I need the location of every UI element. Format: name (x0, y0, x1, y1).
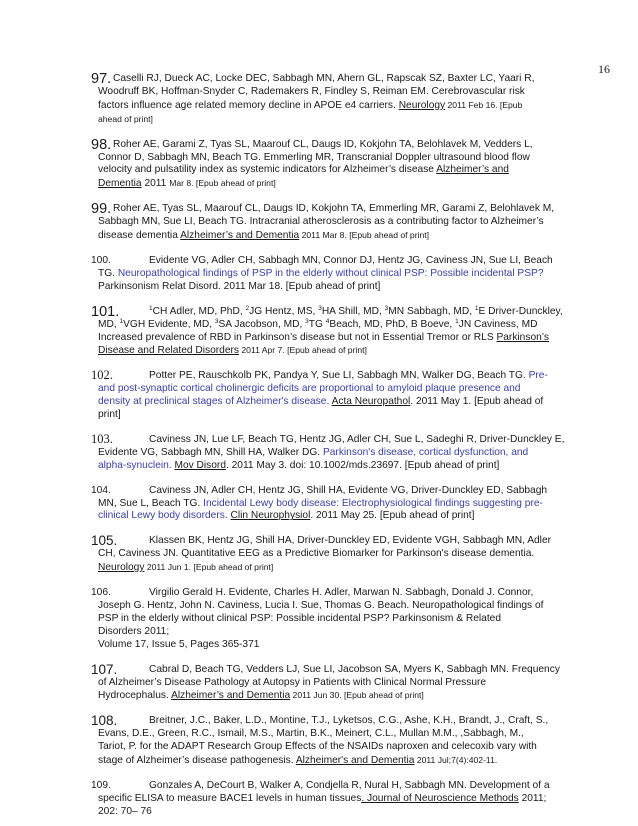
linked-title: Neuropathological findings of PSP in the elderly without clinical PSP: Possible incidental PSP? (117, 267, 544, 279)
reference-entry (91, 587, 611, 652)
reference-line (91, 754, 611, 768)
journal-title: . Journal of Neuroscience Methods (361, 792, 519, 804)
reference-number: 97. (91, 71, 112, 87)
affiliation-mark: 3 (305, 317, 309, 325)
reference-gap (91, 703, 611, 715)
reference-line (91, 535, 611, 548)
reference-line (91, 431, 611, 447)
reference-line (91, 152, 611, 165)
reference-line (91, 677, 611, 690)
reference-number: 105. (91, 533, 118, 549)
reference-entry (91, 136, 611, 192)
reference-line (91, 587, 611, 600)
reference-text: PSP in the elderly without clinical PSP: Possible incidental PSP? Parkinsonism & Related (98, 612, 501, 624)
journal-title: Neurology (398, 99, 446, 111)
reference-number: 106. (91, 587, 111, 599)
reference-text: Connor D, Sabbagh MN, Beach TG. Emmerling MR, Transcranial Doppler ultrasound blood flow (98, 151, 530, 163)
reference-number: 98. (91, 136, 112, 153)
page-number: 16 (598, 62, 610, 76)
reference-entry (91, 485, 611, 524)
reference-text: Sabbagh MN, Sue LI, Beach TG. Intracranial atherosclerosis as a contributing factor to Alzheimer’s (98, 216, 544, 228)
journal-title: Dementia (98, 178, 142, 190)
reference-line (91, 661, 611, 677)
reference-line (91, 806, 611, 819)
reference-text: Volume 17, Issue 5, Pages 365-371 (98, 638, 260, 650)
reference-text: of Alzheimer’s Disease Pathology at Autopsy in Patients with Clinical Normal Pressure (98, 676, 487, 688)
reference-entry (91, 780, 611, 819)
reference-text: CH, Caviness JN. Quantitative EEG as a Predictive Biomarker for Parkinson's disease dementia. (98, 548, 535, 560)
reference-line (91, 383, 611, 396)
epub-note: 2011 Apr 7. [Epub ahead of print] (239, 345, 367, 356)
reference-line (91, 460, 611, 473)
reference-gap (91, 523, 611, 535)
reference-line (91, 498, 611, 511)
reference-line (91, 447, 611, 460)
linked-title: density at preclinical stages of Alzheimer's disease. (98, 396, 330, 408)
journal-title: Acta Neuropathol (331, 396, 411, 408)
journal-title: Alzheimer's and Dementia (295, 755, 415, 767)
reference-text: MN, Sue L, Beach TG. (98, 497, 204, 509)
reference-line (91, 255, 611, 268)
reference-gap (91, 652, 611, 664)
reference-text: . 2011 May 1. [Epub ahead of (410, 396, 544, 408)
reference-list (91, 73, 611, 819)
reference-number: 107. (91, 661, 118, 677)
linked-title: Pre- (528, 370, 548, 382)
reference-line (91, 113, 611, 127)
reference-line (91, 548, 611, 561)
reference-entry (91, 431, 611, 473)
affiliation-mark: 1 (474, 304, 479, 312)
reference-line (91, 370, 611, 383)
reference-line (91, 510, 611, 523)
reference-line (91, 136, 611, 153)
reference-number: 103. (91, 431, 113, 446)
reference-gap (91, 243, 611, 255)
reference-text: TG. (98, 267, 118, 279)
reference-line (91, 561, 611, 575)
reference-line (91, 613, 611, 626)
reference-text: . 2011 May 25. [Epub ahead of print] (310, 510, 475, 522)
reference-text: 202: 70– 76 (98, 805, 152, 817)
journal-title: Alzheimer’s and Dementia (180, 230, 300, 242)
reference-text: 2011; (518, 792, 547, 804)
reference-number: 102. (91, 368, 113, 383)
reference-entry (91, 255, 611, 294)
reference-text: Caselli RJ, Dueck AC, Locke DEC, Sabbagh MN, Ahern GL, Rapscak SZ, Baxter LC, Yaari R, (113, 73, 535, 84)
reference-text: Breitner, J.C., Baker, L.D., Montine, T.J., Lyketsos, C.G., Ashe, K.H., Brandt, J., Craft, S., (149, 715, 549, 727)
reference-text: Joseph G. Hentz, John N. Caviness, Lucia I. Sue, Thomas G. Beach. Neuropathological findings of (98, 600, 544, 611)
linked-title: and post-synaptic cortical cholinergic deficits are proportional to amyloid plaque presence and (98, 383, 521, 395)
reference-text: Cabral D, Beach TG, Vedders LJ, Sue LI, Jacobson SA, Myers K, Sabbagh MN. Frequency (149, 663, 560, 675)
affiliation-mark: 4 (325, 317, 330, 325)
reference-line (91, 281, 611, 294)
reference-line (91, 485, 611, 498)
reference-gap (91, 575, 611, 587)
reference-gap (91, 422, 611, 434)
reference-text: disease dementia (98, 230, 181, 242)
reference-number: 108. (91, 713, 118, 729)
reference-text: Tariot, P. for the ADAPT Research Group Effects of the NSAIDs naproxen and celecoxib vary with (98, 741, 537, 753)
affiliation-mark: 1 (455, 317, 459, 325)
reference-line (91, 216, 611, 229)
reference-line (91, 780, 611, 793)
reference-gap (91, 768, 611, 780)
reference-line (91, 626, 611, 639)
reference-entry (91, 535, 611, 575)
reference-text: factors influence age related memory decline in APOE e4 carriers. (98, 99, 399, 111)
reference-line (91, 203, 611, 216)
reference-text: Parkinsonism Relat Disord. 2011 Mar 18. [Epub ahead of print] (98, 280, 381, 292)
journal-title: Alzheimer’s and (436, 164, 509, 176)
reference-text: Disorders 2011; (98, 625, 170, 637)
reference-text: Evidente VG, Adler CH, Sabbagh MN, Connor DJ, Hentz JG, Caviness JN, Sue LI, Beach (149, 254, 553, 266)
reference-gap (91, 127, 611, 139)
reference-number: 101. (91, 303, 120, 320)
reference-text: Klassen BK, Hentz JG, Shill HA, Driver-Dunckley ED, Evidente VGH, Sabbagh MN, Adler (149, 535, 551, 547)
reference-entry (91, 303, 611, 359)
reference-line (91, 164, 611, 177)
reference-entry (91, 715, 611, 768)
linked-title: Incidental Lewy body disease: Electrophysiological findings suggesting pre- (203, 497, 543, 509)
reference-text: Roher AE, Tyas SL, Maarouf CL, Daugs ID, Kokjohn TA, Emmerling MR, Garami Z, Belohlavek M, (113, 203, 555, 215)
reference-text: Potter PE, Rauschkolb PK, Pandya Y, Sue LI, Sabbagh MN, Walker DG, Beach TG. (149, 370, 529, 382)
reference-number: 100. (91, 254, 111, 266)
reference-entry (91, 73, 611, 127)
reference-text: specific ELISA to measure BACE1 levels in human tissues (98, 792, 362, 804)
reference-text: Roher AE, Garami Z, Tyas SL, Maarouf CL, Daugs ID, Kokjohn TA, Belohlavek M, Vedders L, (113, 138, 533, 150)
reference-text: Evans, D.E., Green, R.C., Ismail, M.S., Martin, B.K., Meinert, C.L., Mullan M.M., ,Sabbagh, M., (98, 728, 524, 740)
reference-line (91, 99, 611, 113)
reference-line (91, 715, 611, 728)
reference-line (91, 332, 611, 345)
epub-note: ahead of print] (98, 113, 153, 124)
epub-note: 2011 Jul;7(4):402-11. (414, 755, 498, 766)
reference-entry (91, 203, 611, 243)
reference-text: Caviness JN, Adler CH, Hentz JG, Shill HA, Evidente VG, Driver-Dunckley ED, Sabbagh (149, 484, 548, 496)
reference-gap (91, 191, 611, 203)
reference-text: velocity and pulsatility index as systemic indicators for Alzheimer’s disease (98, 164, 437, 176)
reference-line (91, 177, 611, 191)
affiliation-mark: 1 (149, 304, 153, 312)
reference-text: Caviness JN, Lue LF, Beach TG, Hentz JG, Adler CH, Sue L, Sadeghi R, Driver-Dunckley E, (149, 433, 565, 445)
reference-line (91, 409, 611, 422)
reference-text: Woodruff BK, Hoffman-Snyder C, Rademakers R, Findley S, Reiman EM. Cerebrovascular risk (98, 85, 525, 97)
affiliation-mark: 3 (214, 317, 219, 325)
reference-text: $^1$CH Adler, MD, PhD, $^2$JG Hentz, MS, $^3$HA Shill, MD, $^3$MN Sabbagh, MD, $^1$E Driver-Dunckley, (149, 304, 563, 317)
linked-title: clinical Lewy body disorders. (98, 510, 228, 522)
reference-text: print] (98, 409, 121, 421)
journal-title: Alzheimer’s and Dementia (171, 690, 291, 702)
reference-line (91, 319, 611, 332)
journal-title: Clin Neurophysiol (230, 510, 311, 522)
affiliation-mark: 3 (384, 304, 389, 312)
linked-title: Parkinson's disease, cortical dysfunction, and (322, 446, 529, 458)
reference-text: MD, $^1$VGH Evidente, MD, $^3$SA Jacobson, MD, $^3$TG $^4$Beach, MD, PhD, B Boeve, $^1$JN Caviness, MD (98, 317, 538, 330)
reference-text: Gonzales A, DeCourt B, Walker A, Condjella R, Nural H, Sabbagh MN. Development of a (149, 779, 550, 791)
reference-line (91, 741, 611, 754)
reference-line (91, 268, 611, 281)
epub-note: Mar 8. [Epub ahead of print] (169, 178, 276, 189)
affiliation-mark: 3 (318, 304, 322, 312)
reference-text: Evidente VG, Sabbagh MN, Shill HA, Walker DG. (98, 446, 323, 458)
reference-line (91, 639, 611, 652)
reference-text: 2011 (141, 178, 170, 190)
reference-text: stage of Alzheimer’s disease pathogenesis. (98, 755, 296, 767)
reference-entry (91, 370, 611, 422)
linked-title: alpha-synuclein. (98, 459, 172, 471)
reference-line (91, 689, 611, 703)
journal-title: Disease and Related Disorders (98, 345, 239, 357)
reference-text: . 2011 May 3. doi: 10.1002/mds.23697. [Epub ahead of print] (225, 459, 500, 471)
reference-entry (91, 661, 611, 704)
journal-title: Parkinson’s (496, 331, 549, 343)
reference-line (91, 728, 611, 741)
epub-note: 2011 Mar 8. [Epub ahead of print] (299, 230, 430, 241)
affiliation-mark: 1 (119, 317, 124, 325)
reference-gap (91, 358, 611, 370)
reference-text: Hydrocephalus. (98, 690, 172, 702)
reference-line (91, 73, 611, 86)
epub-note: 2011 Jun 1. [Epub ahead of print] (144, 562, 274, 573)
reference-text: Increased prevalence of RBD in Parkinson’s disease but not in Essential Tremor or RLS (98, 331, 497, 343)
reference-line (91, 229, 611, 243)
reference-line (91, 396, 611, 409)
journal-title: Neurology (98, 562, 145, 574)
reference-gap (91, 294, 611, 306)
reference-line (91, 793, 611, 806)
journal-title: Mov Disord (174, 459, 226, 471)
reference-line (91, 344, 611, 358)
reference-number: 109. (91, 779, 111, 791)
affiliation-mark: 2 (245, 304, 250, 312)
reference-line (91, 86, 611, 99)
reference-line (91, 303, 611, 320)
epub-note: 2011 Jun 30. [Epub ahead of print] (290, 690, 424, 701)
reference-number: 104. (91, 484, 111, 496)
reference-text: Virgilio Gerald H. Evidente, Charles H. Adler, Marwan N. Sabbagh, Donald J. Connor, (149, 587, 534, 599)
reference-gap (91, 473, 611, 485)
reference-number: 99. (91, 201, 112, 218)
reference-line (91, 600, 611, 613)
epub-note: 2011 Feb 16. [Epub (445, 99, 523, 110)
